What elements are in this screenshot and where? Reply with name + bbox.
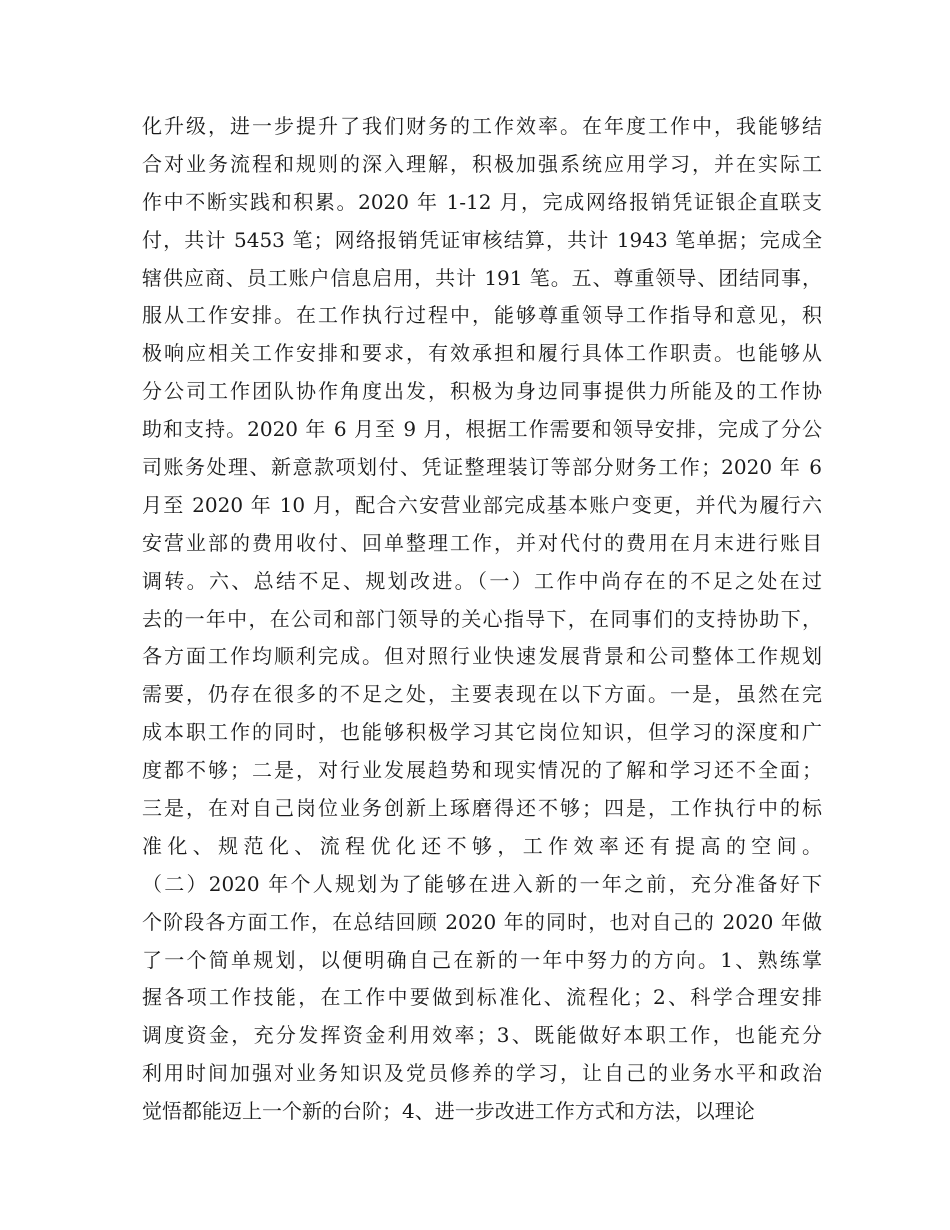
- text-line-18: 度都不够；二是，对行业发展趋势和现实情况的了解和学习还不全面；: [142, 758, 822, 783]
- text-line-6: 服从工作安排。在工作执行过程中，能够尊重领导工作指导和意见，积: [142, 303, 822, 328]
- text-line-1: 化升级，进一步提升了我们财务的工作效率。在年度工作中，我能够结: [142, 114, 822, 138]
- text-line-17: 成本职工作的同时，也能够积极学习其它岗位知识，但学习的深度和广: [142, 720, 822, 745]
- text-line-25: 调度资金，充分发挥资金利用效率；3、既能做好本职工作，也能充分: [142, 1023, 822, 1048]
- text-line-11: 月至 2020 年 10 月，配合六安营业部完成基本账户变更，并代为履行六: [142, 492, 822, 517]
- text-line-23: 了一个简单规划，以便明确自己在新的一年中努力的方向。1、熟练掌: [142, 947, 822, 972]
- text-line-14: 去的一年中，在公司和部门领导的关心指导下，在同事们的支持协助下，: [142, 606, 822, 631]
- text-line-4: 付，共计 5453 笔；网络报销凭证审核结算，共计 1943 笔单据；完成全: [142, 227, 822, 252]
- text-line-9: 助和支持。2020 年 6 月至 9 月，根据工作需要和领导安排，完成了分公: [142, 417, 822, 442]
- text-line-3: 作中不断实践和积累。2020 年 1-12 月，完成网络报销凭证银企直联支: [142, 189, 822, 214]
- text-line-8: 分公司工作团队协作角度出发，积极为身边同事提供力所能及的工作协: [142, 379, 822, 404]
- text-line-5: 辖供应商、员工账户信息启用，共计 191 笔。五、尊重领导、团结同事，: [142, 265, 822, 290]
- text-line-20: 准化、规范化、流程优化还不够，工作效率还有提高的空间。: [142, 833, 822, 858]
- text-line-13: 调转。六、总结不足、规划改进。（一）工作中尚存在的不足之处在过: [142, 568, 822, 593]
- text-line-15: 各方面工作均顺利完成。但对照行业快速发展背景和公司整体工作规划: [142, 644, 822, 669]
- text-line-12: 安营业部的费用收付、回单整理工作，并对代付的费用在月末进行账目: [142, 530, 822, 555]
- text-line-16: 需要，仍存在很多的不足之处，主要表现在以下方面。一是，虽然在完: [142, 682, 822, 707]
- text-line-19: 三是，在对自己岗位业务创新上琢磨得还不够；四是，工作执行中的标: [142, 796, 822, 821]
- text-line-24: 握各项工作技能，在工作中要做到标准化、流程化；2、科学合理安排: [142, 985, 822, 1010]
- text-line-10: 司账务处理、新意款项划付、凭证整理装订等部分财务工作；2020 年 6: [142, 455, 822, 480]
- body-text: [142, 108, 822, 1131]
- text-line-22: 个阶段各方面工作，在总结回顾 2020 年的同时，也对自己的 2020 年做: [142, 909, 822, 934]
- text-line-2: 合对业务流程和规则的深入理解，积极加强系统应用学习，并在实际工: [142, 151, 822, 176]
- text-line-26: 利用时间加强对业务知识及党员修养的学习，让自己的业务水平和政治: [142, 1061, 822, 1086]
- text-line-27: 觉悟都能迈上一个新的台阶；4、进一步改进工作方式和方法，以理论: [142, 1099, 755, 1124]
- text-line-7: 极响应相关工作安排和要求，有效承担和履行具体工作职责。也能够从: [142, 341, 822, 366]
- text-line-21: （二）2020 年个人规划为了能够在进入新的一年之前，充分准备好下: [142, 871, 822, 896]
